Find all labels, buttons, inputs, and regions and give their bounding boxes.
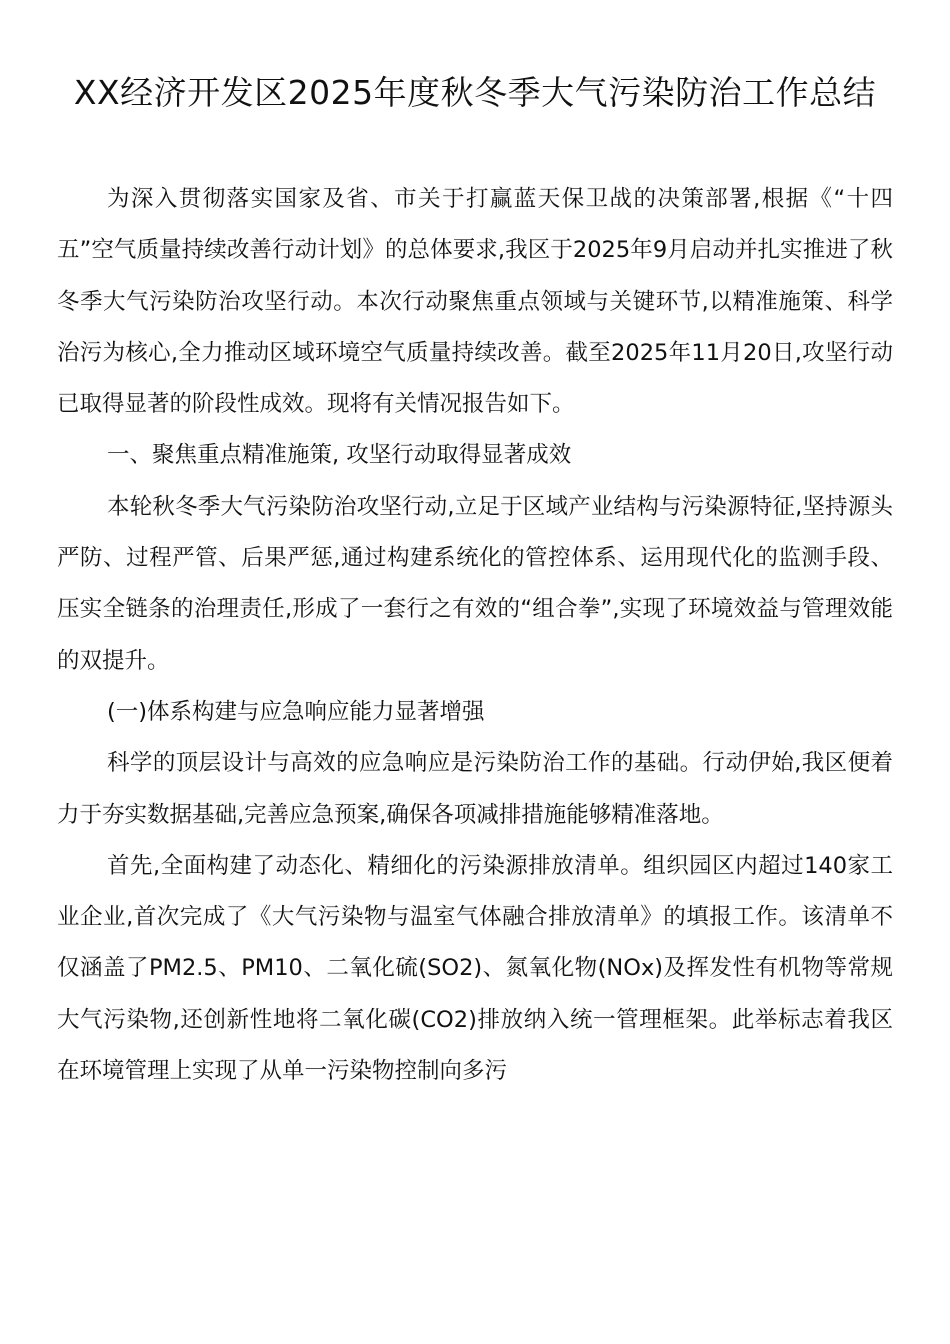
document-body [57, 174, 893, 1097]
document-page [57, 0, 893, 1097]
intro-paragraph: 为深入贯彻落实国家及省、市关于打赢蓝天保卫战的决策部署,根据《“十四五”空气质量持续改善行动计划》的总体要求,我区于2025年9月启动并扎实推进了秋冬季大气污染防治攻坚行动。本次行动聚焦重点领域与关键环节,以精准施策、科学治污为核心,全力推动区域环境空气质量持续改善。截至2025年11月20日,攻坚行动已取得显著的阶段性成效。现将有关情况报告如下。 [57, 186, 893, 418]
section-heading-1: 一、聚焦重点精准施策, 攻坚行动取得显著成效 [107, 442, 572, 469]
subsection-1-paragraph-1: 科学的顶层设计与高效的应急响应是污染防治工作的基础。行动伊始,我区便着力于夯实数据基础,完善应急预案,确保各项减排措施能够精准落地。 [57, 750, 893, 828]
subsection-heading-1: (一)体系构建与应急响应能力显著增强 [107, 698, 485, 725]
document-title: XX经济开发区2025年度秋冬季大气污染防治工作总结 [73, 73, 877, 112]
section-1-paragraph: 本轮秋冬季大气污染防治攻坚行动,立足于区域产业结构与污染源特征,坚持源头严防、过程严管、后果严惩,通过构建系统化的管控体系、运用现代化的监测手段、压实全链条的治理责任,形成了一套行之有效的“组合拳”,实现了环境效益与管理效能的双提升。 [57, 493, 893, 674]
subsection-1-paragraph-2: 首先,全面构建了动态化、精细化的污染源排放清单。组织园区内超过140家工业企业,首次完成了《大气污染物与温室气体融合排放清单》的填报工作。该清单不仅涵盖了PM2.5、PM10、二氧化硫(SO2)、氮氧化物(NOx)及挥发性有机物等常规大气污染物,还创新性地将二氧化碳(CO2)排放纳入统一管理框架。此举标志着我区在环境管理上实现了从单一污染物控制向多污 [57, 852, 893, 1085]
